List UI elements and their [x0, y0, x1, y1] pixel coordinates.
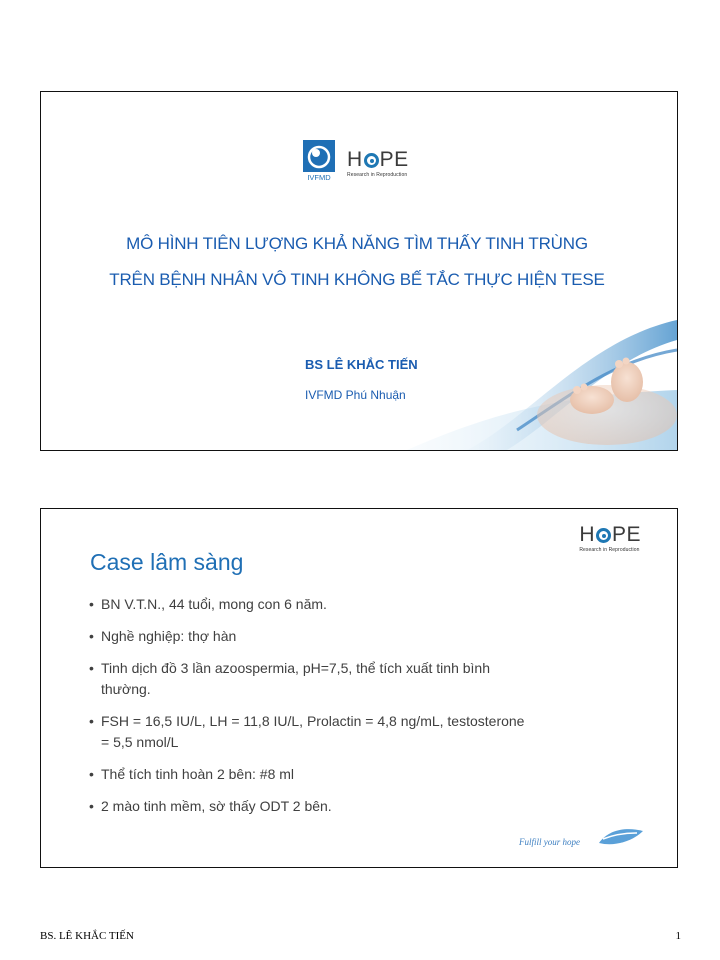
page-number: 1	[675, 930, 681, 942]
bullet-item: • Tinh dịch đồ 3 lần azoospermia, pH=7,5, thể tích xuất tinh bình thường.	[89, 658, 529, 700]
slide-title: Case lâm sàng	[90, 549, 244, 575]
ivfmd-logo	[303, 140, 335, 182]
hope-wordmark: H PE	[579, 523, 641, 546]
bullet-item: • 2 mào tinh mềm, sờ thấy ODT 2 bên.	[89, 796, 529, 817]
leaf-swoosh-icon	[597, 825, 645, 849]
author-name: BS LÊ KHẮC TIẾN	[305, 357, 418, 372]
baby-feet-swoosh-image	[377, 320, 677, 450]
hope-tagline: Research in Reproduction	[579, 547, 640, 553]
bullet-list	[89, 594, 529, 828]
title-slide	[40, 91, 678, 451]
hope-logo	[347, 150, 409, 178]
title-line-2: TRÊN BỆNH NHÂN VÔ TINH KHÔNG BẾ TẮC THỰC HIỆN TESE	[109, 270, 605, 289]
slogan-text: Fulfill your hope	[519, 837, 580, 847]
hope-tagline: Research in Reproduction	[347, 172, 408, 178]
bullet-item: • FSH = 16,5 IU/L, LH = 11,8 IU/L, Prolactin = 4,8 ng/mL, testosterone = 5,5 nmol/L	[89, 711, 529, 753]
hope-wordmark: H PE	[347, 148, 409, 171]
bullet-item: • BN V.T.N., 44 tuổi, mong con 6 năm.	[89, 594, 529, 615]
title-line-1: MÔ HÌNH TIÊN LƯỢNG KHẢ NĂNG TÌM THẤY TINH TRÙNG	[126, 234, 588, 253]
case-slide	[40, 508, 678, 868]
hope-logo	[579, 525, 641, 553]
ivfmd-logo-text: IVFMD	[307, 173, 331, 182]
hope-eye-icon	[596, 528, 611, 543]
hope-eye-icon	[364, 153, 379, 168]
author-affiliation: IVFMD Phú Nhuận	[305, 388, 406, 402]
bullet-item: • Thể tích tinh hoàn 2 bên: #8 ml	[89, 764, 529, 785]
footer-author: BS. LÊ KHẮC TIẾN	[40, 930, 134, 942]
bullet-item: • Nghề nghiệp: thợ hàn	[89, 626, 529, 647]
